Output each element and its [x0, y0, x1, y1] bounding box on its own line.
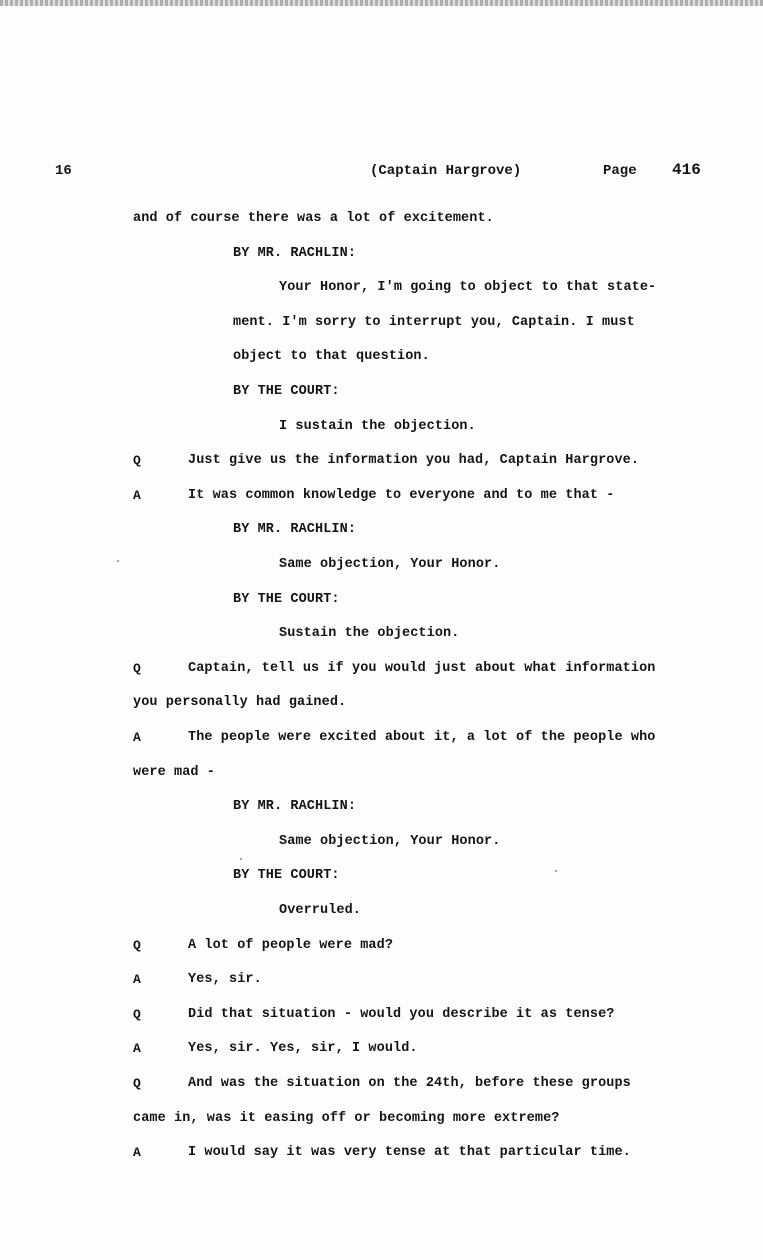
speaker-line: BY MR. RACHLIN: — [233, 246, 357, 261]
speaker-line: BY THE COURT: — [233, 384, 340, 399]
page-label: Page — [603, 163, 637, 179]
transcript-line: Just give us the information you had, Captain Hargrove. — [188, 453, 640, 468]
transcript-line: Captain, tell us if you would just about what information — [188, 661, 656, 676]
transcript-line: A lot of people were mad? — [188, 938, 394, 953]
question-marker: Q — [133, 661, 141, 676]
page-number-right: 416 — [672, 161, 701, 179]
transcript-line: I would say it was very tense at that particular time. — [188, 1145, 631, 1160]
question-marker: Q — [133, 453, 141, 468]
transcript-line: Yes, sir. — [188, 972, 262, 987]
scan-speck — [240, 858, 242, 860]
transcript-line: were mad - — [133, 765, 216, 780]
scan-speck — [117, 560, 119, 562]
transcript-line: Yes, sir. Yes, sir, I would. — [188, 1041, 418, 1056]
transcript-line: The people were excited about it, a lot of the people who — [188, 730, 656, 745]
speaker-line: BY MR. RACHLIN: — [233, 522, 357, 537]
transcript-line: Same objection, Your Honor. — [279, 834, 501, 849]
transcript-line: Overruled. — [279, 903, 362, 918]
answer-marker: A — [133, 488, 141, 503]
transcript-line: I sustain the objection. — [279, 419, 476, 434]
speaker-line: BY THE COURT: — [233, 868, 340, 883]
speaker-line: BY THE COURT: — [233, 592, 340, 607]
page-number-left: 16 — [55, 163, 72, 179]
answer-marker: A — [133, 1145, 141, 1160]
transcript-line: you personally had gained. — [133, 695, 347, 710]
question-marker: Q — [133, 1007, 141, 1022]
transcript-line: It was common knowledge to everyone and to me that - — [188, 488, 615, 503]
transcript-line: and of course there was a lot of excitement. — [133, 211, 494, 226]
transcript-line: Same objection, Your Honor. — [279, 557, 501, 572]
answer-marker: A — [133, 730, 141, 745]
answer-marker: A — [133, 1041, 141, 1056]
answer-marker: A — [133, 972, 141, 987]
transcript-line: ment. I'm sorry to interrupt you, Captain. I must — [233, 315, 635, 330]
transcript-line: Did that situation - would you describe it as tense? — [188, 1007, 615, 1022]
speaker-line: BY MR. RACHLIN: — [233, 799, 357, 814]
transcript-line: And was the situation on the 24th, before these groups — [188, 1076, 631, 1091]
question-marker: Q — [133, 1076, 141, 1091]
transcript-line: came in, was it easing off or becoming more extreme? — [133, 1111, 560, 1126]
question-marker: Q — [133, 938, 141, 953]
transcript-line: object to that question. — [233, 349, 430, 364]
transcript-line: Sustain the objection. — [279, 626, 460, 641]
scan-top-edge — [0, 0, 763, 6]
transcript-line: Your Honor, I'm going to object to that state- — [279, 280, 657, 295]
running-title: (Captain Hargrove) — [370, 163, 522, 179]
scan-speck — [555, 870, 557, 872]
